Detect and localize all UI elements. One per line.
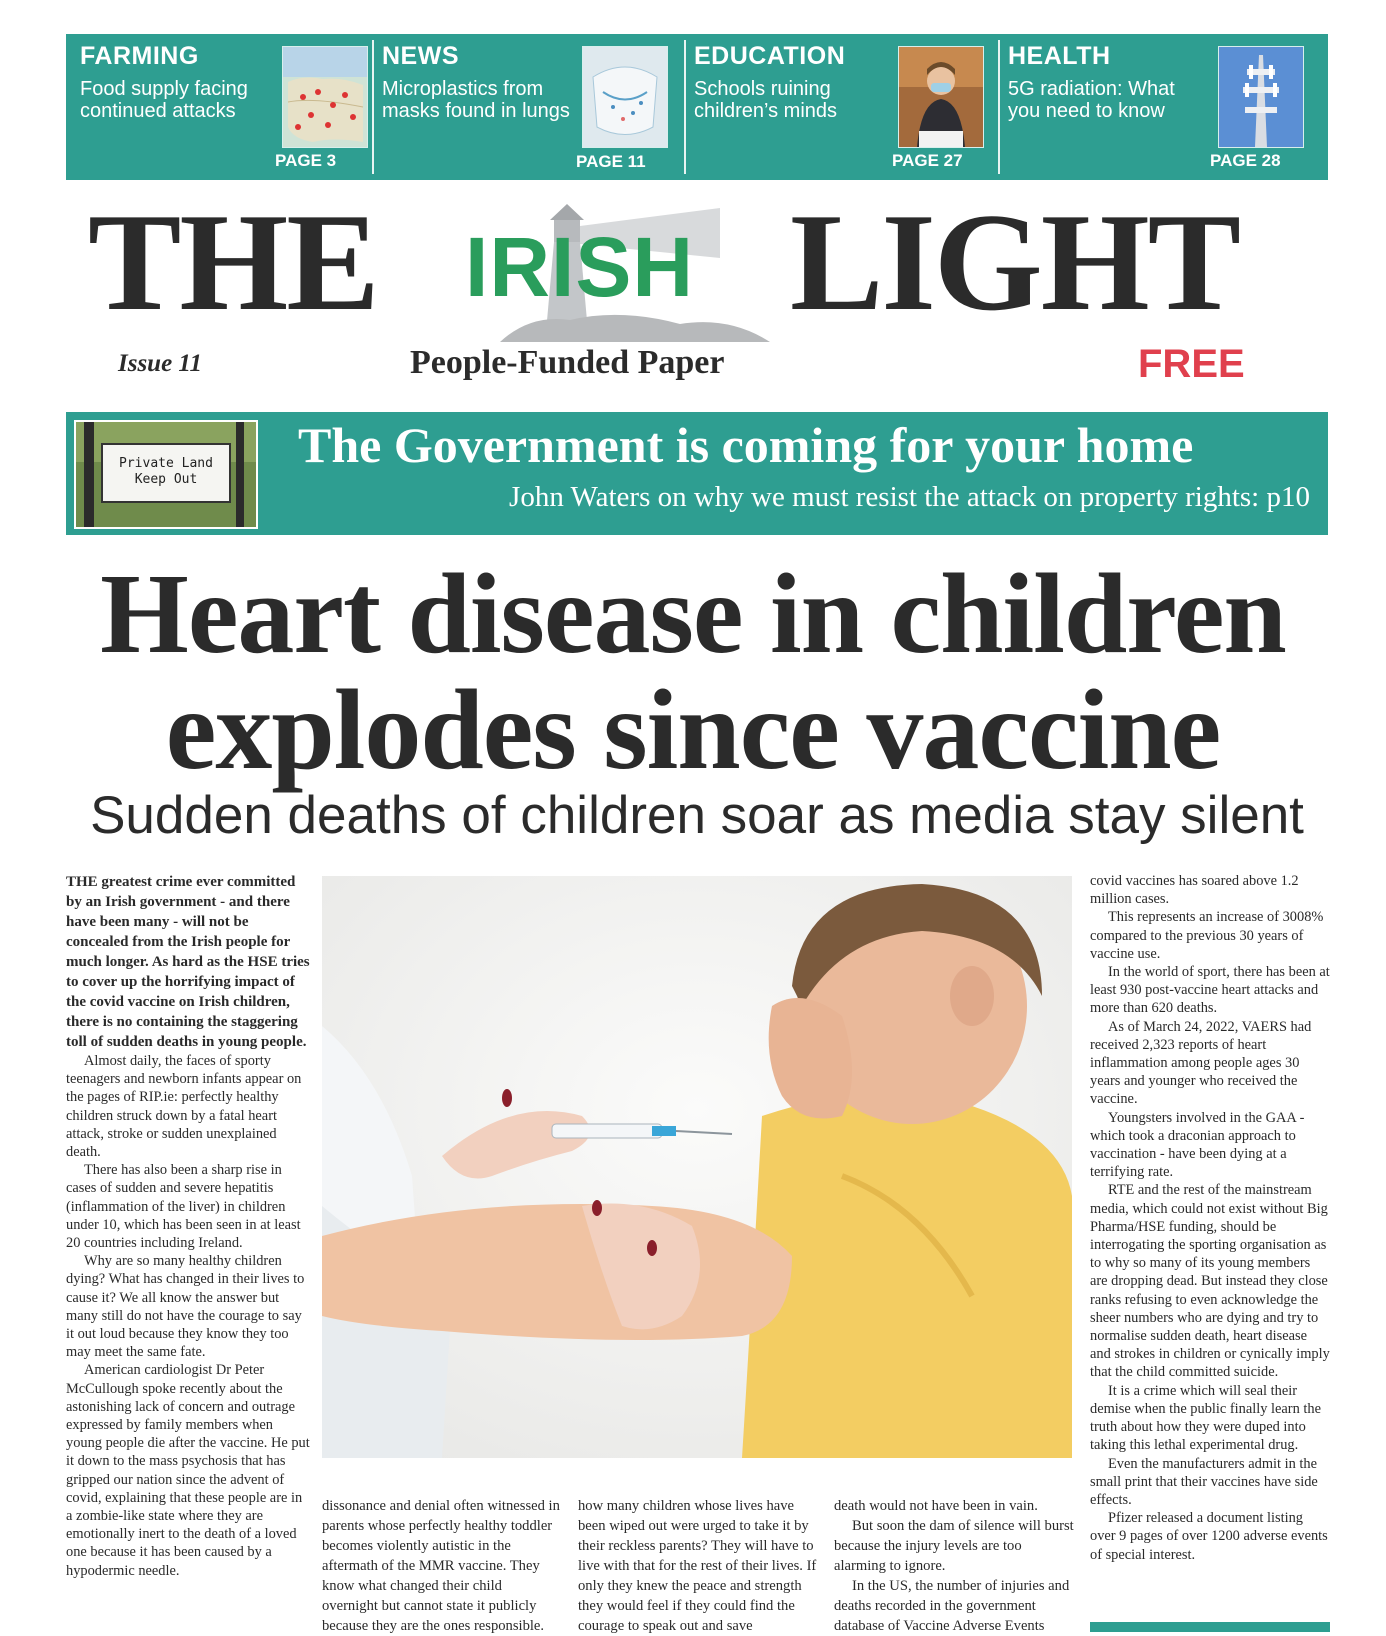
article-paragraph: There has also been a sharp rise in cases of sudden and severe hepatitis (inflammation of the liver) in children under 10, which has been seen in at least 20 countries including Ireland. — [66, 1162, 301, 1252]
banner-headline: 5G radiation: What you need to know — [1008, 78, 1175, 122]
subheadline: Sudden deaths of children soar as media stay silent — [90, 786, 1304, 845]
banner-headline: Microplastics from masks found in lungs — [382, 78, 570, 122]
private-land-sign-image — [74, 420, 258, 529]
masthead-tagline: People-Funded Paper — [410, 344, 725, 381]
masthead-the: THE — [88, 185, 378, 340]
sign-line-2: Keep Out — [134, 472, 198, 487]
masthead-irish: IRISH — [465, 220, 695, 314]
banner-item-education[interactable] — [680, 34, 980, 180]
article-paragraph: It is a crime which will seal their demise when the public finally learn the truth about how they were duped into taking this lethal experimental drug. — [1090, 1382, 1321, 1454]
banner-page: PAGE 11 — [576, 152, 646, 171]
article-paragraph: how many children whose lives have been wiped out were urged to take it by their reckless parents? They will have to live with that for the rest of their lives. If only they knew the peace and strength they would feel if they could find the courage to speak out and save — [578, 1498, 817, 1634]
article-column-1 — [66, 872, 312, 1580]
promo-strip[interactable] — [66, 412, 1328, 535]
issue-number: Issue 11 — [118, 350, 203, 377]
sidebar-box-edge — [1090, 1622, 1330, 1632]
promo-subtitle: John Waters on why we must resist the attack on property rights: p10 — [509, 481, 1310, 513]
masthead-light: LIGHT — [790, 185, 1240, 340]
banner-headline: Schools ruining children’s minds — [694, 78, 838, 122]
banner-item-health[interactable] — [994, 34, 1328, 180]
article-column-3 — [578, 1496, 818, 1636]
article-paragraph: Almost daily, the faces of sporty teenagers and newborn infants appear on the pages of RIP.ie: perfectly healthy children struck down by a fatal heart attack, stroke or sudden unexplained death. — [66, 1053, 302, 1161]
article-paragraph: dissonance and denial often witnessed in parents whose perfectly healthy toddler becomes violently autistic in the aftermath of the MMR vaccine. They know what changed their child overnight but cannot state it publicly because they are the ones responsible. — [322, 1498, 560, 1634]
banner-category: FARMING — [80, 42, 199, 70]
article-paragraph: But soon the dam of silence will burst because the injury levels are too alarming to ignore. — [834, 1518, 1074, 1574]
price-label: FREE — [1138, 342, 1245, 386]
banner-headline: Food supply facing continued attacks — [80, 78, 248, 122]
banner-category: NEWS — [382, 42, 459, 70]
article-paragraph: covid vaccines has soared above 1.2 million cases. — [1090, 873, 1299, 908]
mask-plastic-image — [582, 46, 668, 148]
banner-page: PAGE 27 — [892, 151, 963, 170]
top-banner — [66, 34, 1328, 180]
main-headline — [0, 550, 1386, 793]
article-paragraph: Even the manufacturers admit in the small print that their vaccines have side effects. — [1090, 1455, 1318, 1508]
article-paragraph: As of March 24, 2022, VAERS had received 2,323 reports of heart inflammation among people ages 30 years and younger who received the vaccine. — [1090, 1018, 1312, 1108]
article-column-2 — [322, 1496, 560, 1636]
article-lead: THE greatest crime ever committed by an Irish government - and there have been many - will not be concealed from the Irish people for much longer. As hard as the HSE tries to cover up the horrifying impact of the covid vaccine on Irish children, there is no containing the staggering toll of sudden deaths in young people. — [66, 874, 310, 1050]
article-paragraph: In the world of sport, there has been at least 930 post-vaccine heart attacks and more than 620 deaths. — [1090, 964, 1330, 1017]
promo-title: The Government is coming for your home — [298, 417, 1194, 473]
article-paragraph: Youngsters involved in the GAA - which took a draconian approach to vaccination - have been dying at a terrifying rate. — [1090, 1109, 1305, 1181]
banner-item-news[interactable] — [368, 34, 668, 180]
banner-category: HEALTH — [1008, 42, 1111, 70]
banner-page: PAGE 3 — [275, 151, 337, 170]
article-paragraph: In the US, the number of injuries and deaths recorded in the government database of Vaccine Adverse Events — [834, 1578, 1070, 1634]
masked-student-image — [898, 46, 984, 148]
banner-category: EDUCATION — [694, 42, 846, 70]
banner-page: PAGE 28 — [1210, 151, 1281, 170]
article-column-3b — [834, 1496, 1074, 1636]
article-paragraph: American cardiologist Dr Peter McCullough spoke recently about the astonishing lack of concern and outrage expressed by family members when young people die after the vaccine. He put it down to the mass psychosis that has gripped our nation since the advent of covid, explaining that these people are in a zombie-like state where they are emotionally inert to the death of a loved one because it has been caused by a hypodermic needle. — [66, 1362, 310, 1579]
cell-tower-image — [1218, 46, 1304, 148]
us-map-image — [282, 46, 368, 148]
article-paragraph: This represents an increase of 3008% compared to the previous 30 years of vaccine use. — [1090, 909, 1324, 962]
headline-line-1: Heart disease in children — [100, 550, 1286, 677]
vaccination-photo — [322, 876, 1072, 1458]
banner-item-farming[interactable] — [66, 34, 366, 180]
article-paragraph: Why are so many healthy children dying? What has changed in their lives to cause it? We all know the answer but many still do not have the courage to say it out loud because they know they too may meet the same fate. — [66, 1253, 305, 1361]
headline-line-2: explodes since vaccine — [165, 666, 1221, 793]
article-paragraph: Pfizer released a document listing over 9 pages of over 1200 adverse events of special interest. — [1090, 1510, 1328, 1563]
article-column-4 — [1090, 872, 1330, 1564]
sign-line-1: Private Land — [119, 456, 213, 471]
article-paragraph: death would not have been in vain. — [834, 1498, 1038, 1514]
article-paragraph: RTE and the rest of the mainstream media, which could not exist without Big Pharma/HSE funding, should be interrogating the sporting organisation as to why so many of its young members are dropping dead. But instead they close ranks refusing to even acknowledge the sheer numbers who are dying and try to normalise sudden death, heart disease and strokes in children or cynically imply that the child committed suicide. — [1090, 1182, 1330, 1381]
